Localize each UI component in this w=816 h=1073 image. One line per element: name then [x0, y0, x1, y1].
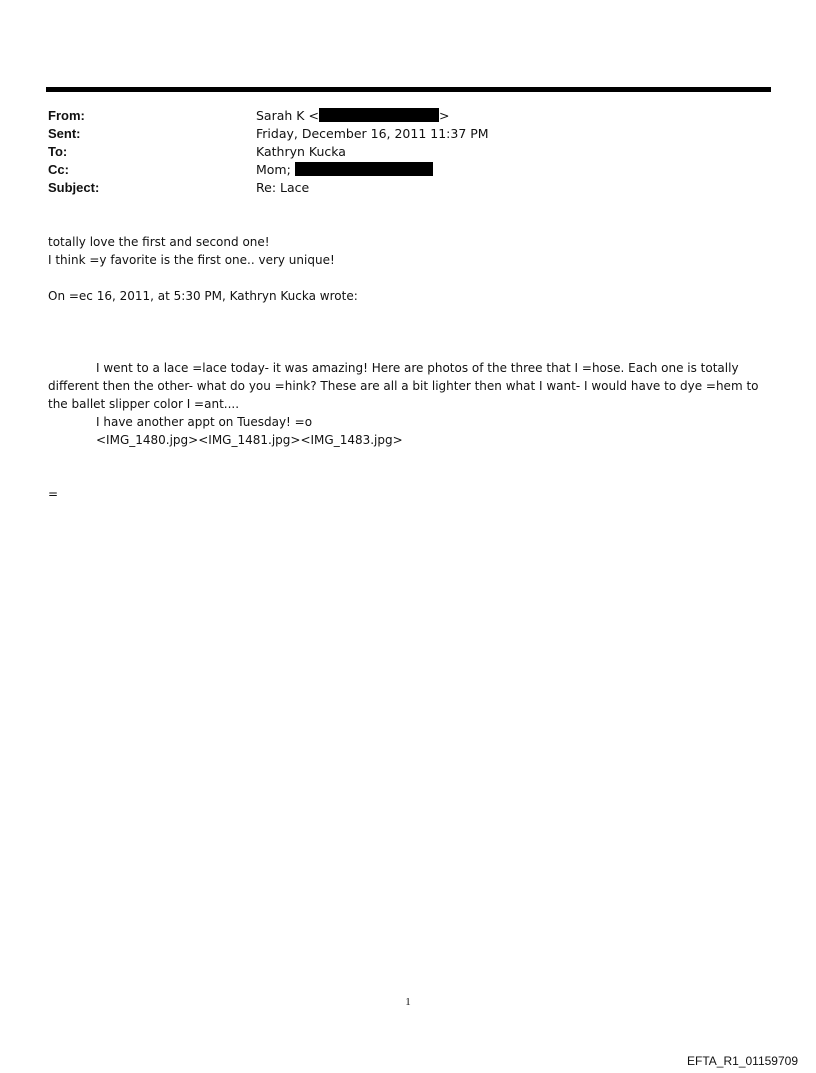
cc-label: Cc: [48, 162, 69, 177]
to-value: Kathryn Kucka [256, 144, 346, 159]
subject-value: Re: Lace [256, 180, 310, 195]
body-trailer: = [48, 487, 59, 501]
body-line: I think =y favorite is the first one.. very unique! [48, 253, 335, 267]
redaction-box [319, 108, 439, 122]
subject-label: Subject: [48, 180, 100, 195]
sent-label: Sent: [48, 126, 81, 141]
cc-value [256, 161, 433, 179]
body-line: totally love the first and second one! [48, 235, 270, 249]
from-close: > [438, 108, 450, 123]
quoted-paragraph: I went to a lace =lace today- it was amazing! Here are photos of the three that I =hose. Each one is totally different then the other- what do you =hink? These are all a bit lighter then what I want- I would have to dye =hem to the ballet slipper color I =ant.... [48, 361, 759, 411]
quoted-line: I have another appt on Tuesday! =o [96, 415, 313, 429]
redaction-box [295, 162, 433, 176]
cc-name: Mom; [256, 162, 291, 177]
sent-value: Friday, December 16, 2011 11:37 PM [256, 126, 489, 141]
reply-attribution: On =ec 16, 2011, at 5:30 PM, Kathryn Kucka wrote: [48, 289, 358, 303]
from-value [256, 107, 449, 125]
from-label: From: [48, 108, 85, 123]
page-number: 1 [405, 996, 411, 1008]
document-id: EFTA_R1_01159709 [687, 1054, 798, 1068]
to-label: To: [48, 144, 68, 159]
quoted-message [48, 359, 760, 449]
quoted-attachments: <IMG_1480.jpg><IMG_1481.jpg><IMG_1483.jpg> [96, 433, 403, 447]
from-name: Sarah K < [256, 108, 319, 123]
header-rule [46, 87, 771, 92]
